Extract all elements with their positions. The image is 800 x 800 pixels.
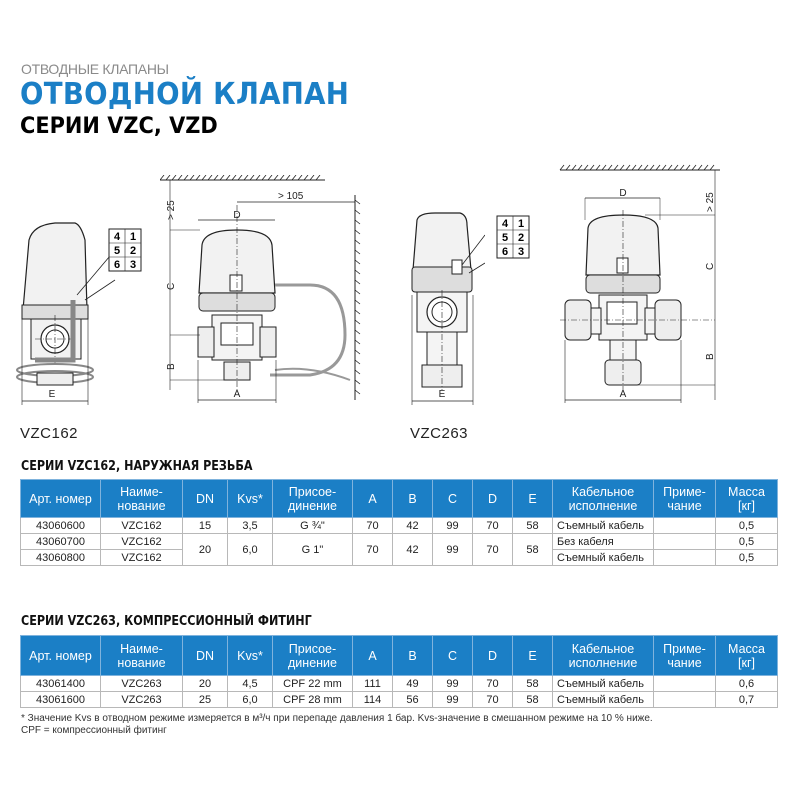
- col-d: D: [473, 636, 513, 676]
- table-row: 43060800 VZC162 Съемный кабель 0,5: [21, 550, 778, 566]
- svg-text:C: C: [166, 282, 177, 290]
- svg-text:4: 4: [501, 218, 509, 230]
- svg-text:B: B: [705, 353, 716, 360]
- table1-title: СЕРИИ VZC162, НАРУЖНАЯ РЕЗЬБА: [21, 459, 253, 474]
- svg-text:3: 3: [517, 246, 525, 258]
- svg-text:1: 1: [517, 218, 525, 230]
- svg-text:B: B: [166, 363, 177, 370]
- table-row: 43061400 VZC263 20 4,5 CPF 22 mm 111 49 99 70 58 Съемный кабель 0,6: [21, 676, 778, 692]
- col-note: Приме- чание: [654, 636, 716, 676]
- svg-text:5: 5: [113, 245, 121, 257]
- svg-text:1: 1: [129, 231, 137, 243]
- col-c: C: [433, 636, 473, 676]
- table-row: 43060700 VZC162 20 6,0 G 1" 70 42 99 70 58 Без кабеля 0,5: [21, 534, 778, 550]
- category-kicker: ОТВОДНЫЕ КЛАПАНЫ: [21, 61, 169, 77]
- col-a: A: [353, 480, 393, 518]
- spec-table-vzc263: [20, 635, 778, 708]
- svg-text:A: A: [233, 389, 241, 400]
- svg-text:3: 3: [129, 259, 137, 271]
- col-b: B: [393, 636, 433, 676]
- col-art: Арт. номер: [21, 480, 101, 518]
- footnote-cpf: CPF = компрессионный фитинг: [21, 725, 167, 736]
- vzc162-front-view-drawing: [160, 175, 385, 415]
- connector-pinout-vzc263: [496, 215, 530, 259]
- svg-text:5: 5: [501, 232, 509, 244]
- connector-pin-grid-icon: [496, 215, 530, 259]
- col-art: Арт. номер: [21, 636, 101, 676]
- figure-label-vzc162: VZC162: [20, 425, 79, 442]
- col-cable: Кабельное исполнение: [553, 480, 654, 518]
- svg-text:6: 6: [501, 246, 509, 258]
- svg-text:> 25: > 25: [166, 200, 177, 220]
- col-dn: DN: [183, 480, 228, 518]
- table-row: 43061600 VZC263 25 6,0 CPF 28 mm 114 56 99 70 58 Съемный кабель 0,7: [21, 692, 778, 708]
- col-name: Наиме- нование: [101, 480, 183, 518]
- svg-text:> 25: > 25: [705, 192, 716, 212]
- svg-text:2: 2: [517, 232, 525, 244]
- svg-text:A: A: [619, 389, 627, 400]
- col-mass: Масса [кг]: [716, 480, 778, 518]
- svg-text:4: 4: [113, 231, 121, 243]
- svg-text:6: 6: [113, 259, 121, 271]
- svg-text:> 105: > 105: [278, 191, 304, 202]
- col-note: Приме- чание: [654, 480, 716, 518]
- svg-text:2: 2: [129, 245, 137, 257]
- col-c: C: [433, 480, 473, 518]
- col-e: E: [513, 636, 553, 676]
- col-connection: Присое- динение: [273, 636, 353, 676]
- page-subtitle: СЕРИИ VZC, VZD: [20, 114, 218, 139]
- figure-label-vzc263: VZC263: [410, 425, 469, 442]
- col-cable: Кабельное исполнение: [553, 636, 654, 676]
- col-a: A: [353, 636, 393, 676]
- svg-text:D: D: [233, 210, 241, 221]
- col-e: E: [513, 480, 553, 518]
- col-kvs: Kvs*: [228, 636, 273, 676]
- table2-title: СЕРИИ VZC263, КОМПРЕССИОННЫЙ ФИТИНГ: [21, 614, 312, 629]
- col-mass: Масса [кг]: [716, 636, 778, 676]
- col-name: Наиме- нование: [101, 636, 183, 676]
- col-connection: Присое- динение: [273, 480, 353, 518]
- svg-text:E: E: [48, 389, 56, 400]
- svg-text:E: E: [438, 389, 446, 400]
- vzc263-front-view-drawing: [555, 160, 725, 410]
- col-d: D: [473, 480, 513, 518]
- vzc263-side-view-drawing: [405, 205, 485, 410]
- svg-text:C: C: [705, 262, 716, 270]
- col-dn: DN: [183, 636, 228, 676]
- col-kvs: Kvs*: [228, 480, 273, 518]
- col-b: B: [393, 480, 433, 518]
- page-title: ОТВОДНОЙ КЛАПАН: [20, 77, 350, 112]
- footnote-kvs: * Значение Kvs в отводном режиме измеряется в м³/ч при перепаде давления 1 бар. Kvs-значение в смешанном режиме на 10 % ниже.: [21, 713, 653, 724]
- connector-pin-grid-icon: [108, 228, 142, 272]
- connector-pinout-vzc162: [108, 228, 142, 272]
- svg-text:D: D: [619, 188, 627, 199]
- table-row: 43060600 VZC162 15 3,5 G ¾" 70 42 99 70 58 Съемный кабель 0,5: [21, 518, 778, 534]
- spec-table-vzc162: [20, 479, 778, 566]
